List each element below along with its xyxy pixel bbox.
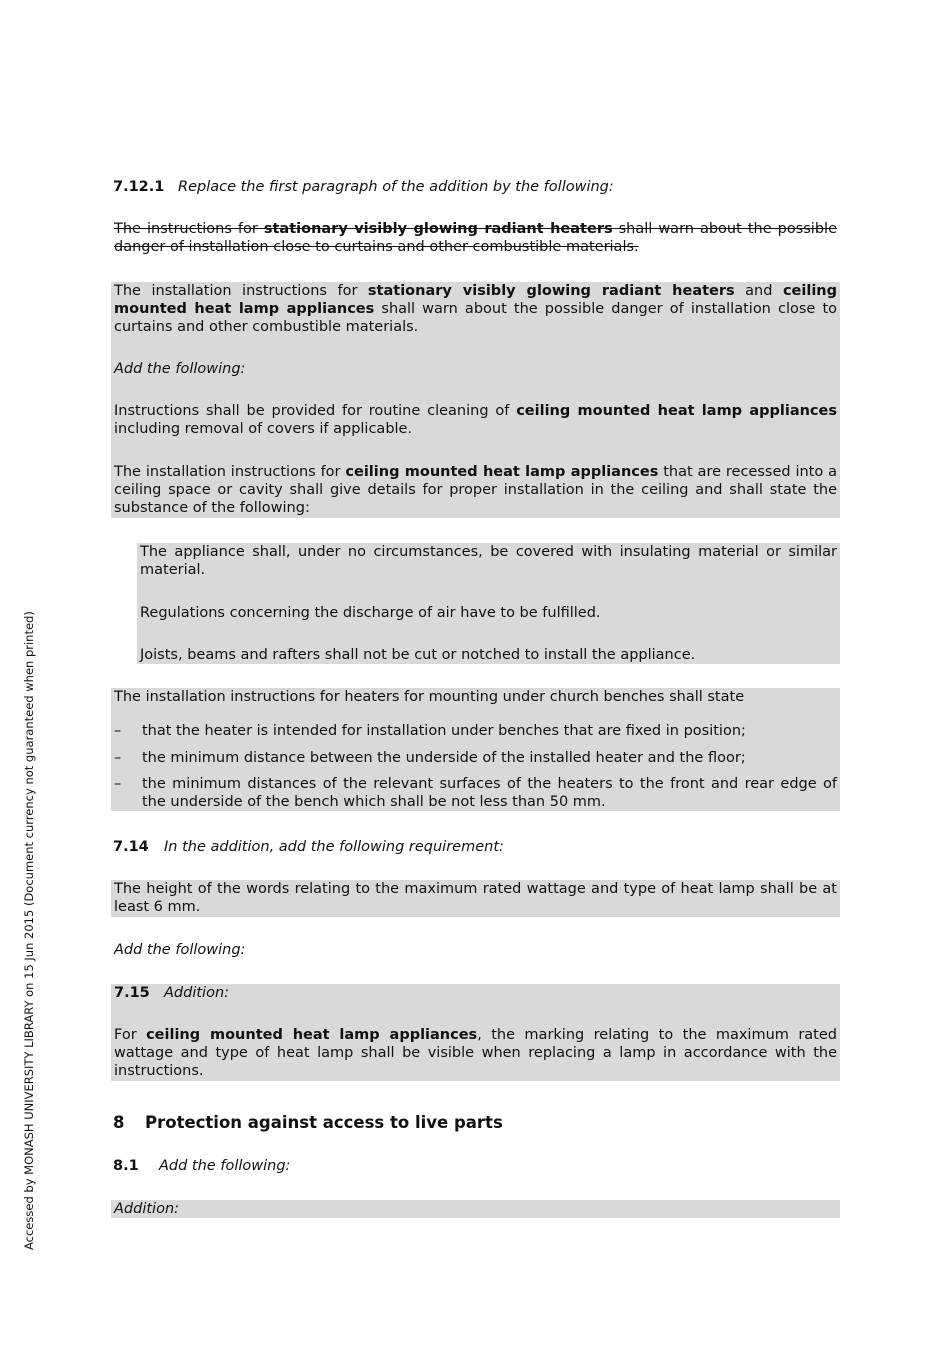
installation-paragraph [111, 282, 840, 354]
struck-text: shall warn about the possible danger of installation close to curtains and other combustible materials. [114, 221, 837, 255]
height-requirement: The height of the words relating to the maximum rated wattage and type of heat lamp shall be at least 6 mm. [111, 880, 840, 917]
paragraph-text: Instructions shall be provided for routine cleaning of [114, 403, 517, 419]
list-item-text: that the heater is intended for installation under benches that are fixed in position; [142, 723, 746, 739]
church-item-3 [111, 775, 840, 811]
church-item-1 [111, 722, 840, 749]
church-bench-intro: The installation instructions for heaters for mounting under church benches shall state [111, 688, 840, 722]
paragraph-text: shall warn about the possible danger of installation close to curtains and other combustible materials. [114, 301, 837, 335]
paragraph-text: The installation instructions for [114, 464, 346, 480]
list-item-text: the minimum distances of the relevant surfaces of the heaters to the front and rear edge of the underside of the bench which shall be not less than 50 mm. [142, 776, 837, 810]
list-item-text: the minimum distance between the underside of the installed heater and the floor; [142, 750, 746, 766]
access-watermark: Accessed by MONASH UNIVERSITY LIBRARY on 15 Jun 2015 (Document currency not guaranteed when printed) [22, 611, 36, 1250]
church-item-2 [111, 749, 840, 775]
dash-bullet: – [114, 750, 122, 766]
clause-number: 8.1 [113, 1158, 139, 1174]
add-the-following-2 [111, 941, 840, 959]
clause-number: 7.12.1 [113, 179, 165, 195]
bold-term: ceiling mounted heat lamp appliances [114, 283, 837, 317]
section-8-heading [113, 1113, 503, 1132]
clause-text: Addition: [164, 985, 230, 1001]
paragraph-text: that are recessed into a ceiling space or cavity shall give details for proper installation in the ceiling and shall state the substance of the following: [114, 464, 837, 516]
recessed-paragraph [111, 456, 840, 518]
clause-8-1 [113, 1157, 290, 1175]
paragraph-text: and [734, 283, 783, 299]
section-number: 8 [113, 1113, 125, 1132]
paragraph-text: For [114, 1027, 147, 1043]
clause-7-14 [113, 838, 504, 856]
struck-text: The instructions for [114, 221, 264, 237]
paragraph-text: , the marking relating to the maximum rated wattage and type of heat lamp shall be visible when replacing a lamp in accordance with the instructions. [114, 1027, 837, 1079]
paragraph-text: The installation instructions for [114, 283, 368, 299]
clause-text: Replace the first paragraph of the addition by the following: [178, 179, 614, 195]
clause-7-15 [111, 984, 840, 1026]
dash-bullet: – [114, 776, 122, 792]
clause-number: 7.14 [113, 839, 149, 855]
paragraph-text: including removal of covers if applicable. [114, 421, 413, 437]
bold-term: ceiling mounted heat lamp appliances [516, 403, 837, 419]
indented-item-1: The appliance shall, under no circumstances, be covered with insulating material or similar material. [137, 543, 840, 594]
indented-item-2: Regulations concerning the discharge of air have to be fulfilled. [137, 594, 840, 636]
marking-paragraph [111, 1026, 840, 1081]
add-label: Add the following: [114, 361, 246, 377]
clause-text: Add the following: [159, 1158, 291, 1174]
add-label: Add the following: [114, 942, 246, 958]
struck-paragraph [111, 220, 840, 256]
struck-bold-term: stationary visibly glowing radiant heaters [263, 221, 613, 237]
bold-term: ceiling mounted heat lamp appliances [345, 464, 659, 480]
section-title: Protection against access to live parts [145, 1113, 503, 1132]
dash-bullet: – [114, 723, 122, 739]
bold-term: ceiling mounted heat lamp appliances [146, 1027, 478, 1043]
addition-text: Addition: [114, 1201, 180, 1217]
cleaning-paragraph [111, 396, 840, 456]
add-the-following-1 [111, 354, 840, 396]
clause-text: In the addition, add the following requirement: [164, 839, 504, 855]
bold-term: stationary visibly glowing radiant heaters [367, 283, 735, 299]
clause-number: 7.15 [114, 985, 150, 1001]
indented-item-3: Joists, beams and rafters shall not be cut or notched to install the appliance. [137, 636, 840, 664]
addition-label [111, 1200, 840, 1218]
clause-7-12-1 [113, 178, 614, 196]
